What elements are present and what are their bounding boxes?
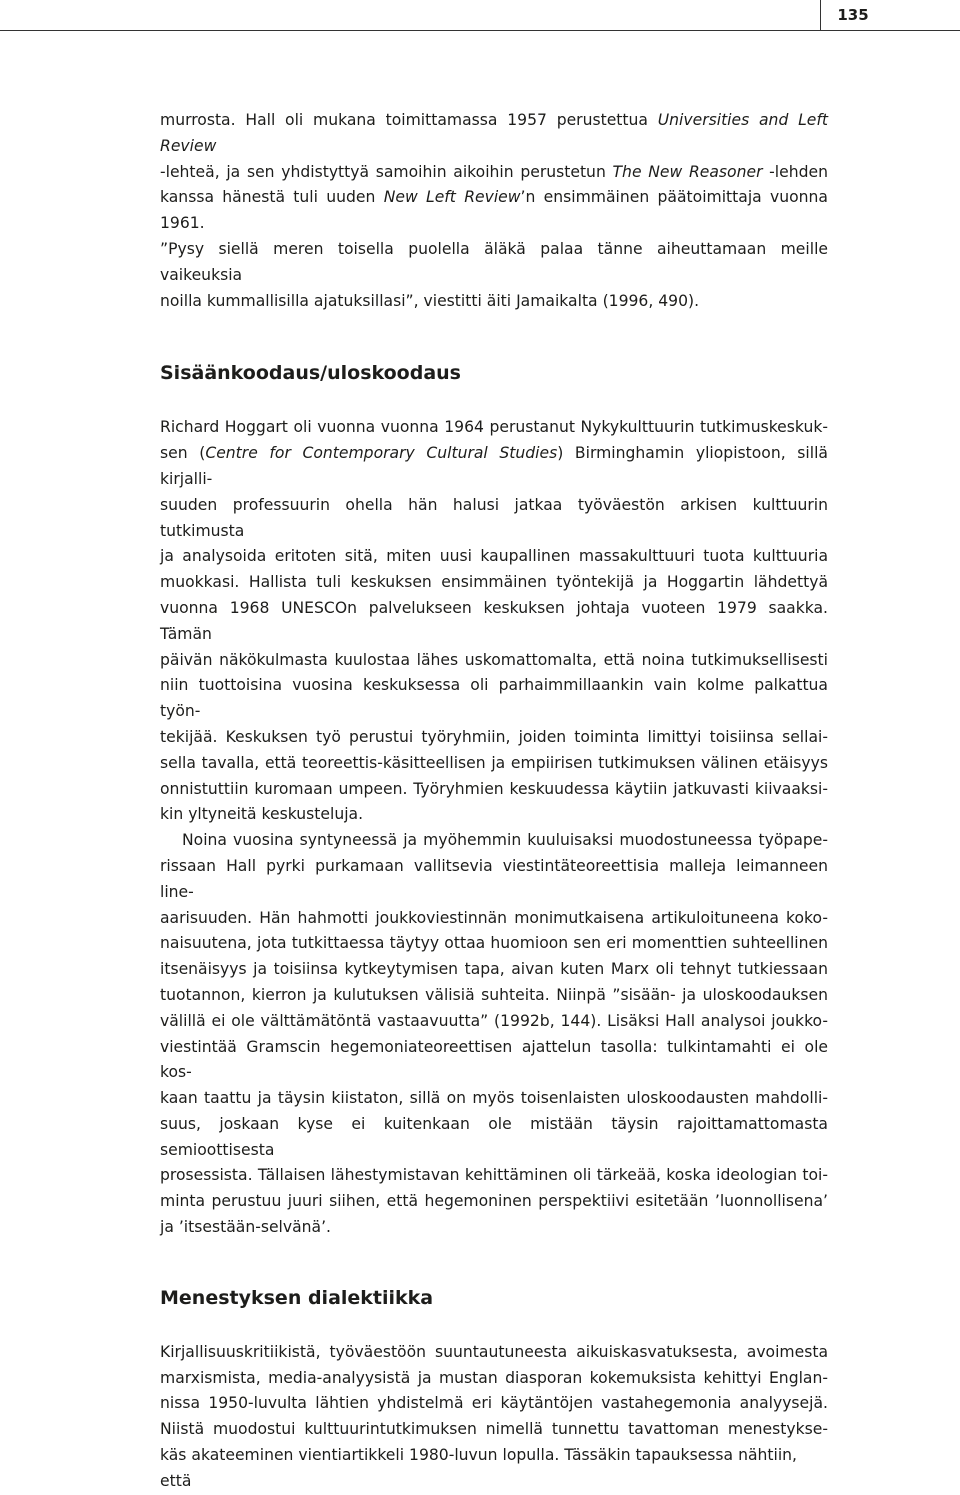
- italic-title: The New Reasoner: [612, 162, 763, 181]
- text-line: [160, 596, 828, 648]
- text-line: [160, 802, 828, 828]
- text-run: naisuutena, jota tutkittaessa täytyy ottaa huomioon sen eri momenttien suhteellinen: [160, 934, 828, 953]
- text-line: [160, 493, 828, 545]
- text-line: [160, 828, 828, 854]
- text-run: viestintää Gramscin hegemoniateoreettisen ajattelun tasolla: tulkintamahti ei ole kos-: [160, 1037, 828, 1082]
- text-line: [160, 1215, 828, 1241]
- text-line: [160, 673, 828, 725]
- text-run: käs akateeminen vientiartikkeli 1980-luvun lopulla. Tässäkin tapauksessa nähtiin, että: [160, 1446, 798, 1490]
- text-run: kanssa hänestä tuli uuden: [160, 188, 384, 207]
- text-run: Niistä muodostui kulttuurintutkimuksen nimellä tunnettu tavattoman menestykse-: [160, 1420, 828, 1439]
- text-run: sen (: [160, 444, 206, 463]
- text-line: [160, 1163, 828, 1189]
- text-line: [160, 289, 828, 315]
- text-line: [160, 1417, 828, 1443]
- text-run: minta perustuu juuri siihen, että hegemoninen perspektiivi esitetään ’luonnollisena’: [160, 1192, 828, 1211]
- text-run: tuotannon, kierron ja kulutuksen välisiä suhteita. Niinpä ”sisään- ja uloskoodauksen: [160, 985, 828, 1004]
- text-line: [160, 1035, 828, 1087]
- text-run: -lehden: [762, 162, 828, 181]
- text-line: [160, 1366, 828, 1392]
- text-run: Noina vuosina syntyneessä ja myöhemmin kuuluisaksi muodostuneessa työpape-: [182, 831, 828, 850]
- section1-paragraph-2: [160, 828, 828, 1241]
- text-line: [160, 1391, 828, 1417]
- italic-title: Universities and Left Review: [160, 111, 828, 155]
- section2-paragraph-1: [160, 1340, 828, 1495]
- text-run: niin tuottoisina vuosina keskuksessa oli parhaimmillaankin vain kolme palkattua työn-: [160, 676, 828, 721]
- text-run: ja ’itsestään-selvänä’.: [160, 1218, 332, 1237]
- section-heading-encoding: Sisäänkoodaus/uloskoodaus: [160, 362, 461, 385]
- text-line: [160, 983, 828, 1009]
- text-line: [160, 854, 828, 906]
- header-rule: [0, 30, 960, 31]
- text-line: [160, 544, 828, 570]
- text-run: suuden professuurin ohella hän halusi jatkaa työväestön arkisen kulttuurin tutkimusta: [160, 495, 828, 540]
- text-line: [160, 108, 828, 160]
- text-line: [160, 415, 828, 441]
- text-line: [160, 751, 828, 777]
- text-line: [160, 185, 828, 237]
- text-run: Kirjallisuuskritiikistä, työväestöön suuntautuneesta aikuiskasvatuksesta, avoimesta: [160, 1342, 828, 1361]
- italic-title: New Left Review: [383, 188, 521, 207]
- text-line: [160, 1009, 828, 1035]
- text-run: välillä ei ole välttämätöntä vastaavuutta” (1992b, 144). Lisäksi Hall analysoi joukko-: [160, 1011, 828, 1030]
- page-number: 135: [837, 6, 869, 24]
- section1-paragraph-1: [160, 415, 828, 828]
- text-run: noilla kummallisilla ajatuksillasi”, viestitti äiti Jamaikalta (1996, 490).: [160, 291, 700, 310]
- text-run: nissa 1950-luvulta lähtien yhdistelmä eri käytäntöjen vastahegemonia analyysejä.: [160, 1394, 828, 1413]
- text-run: aarisuuden. Hän hahmotti joukkoviestinnän monimutkaisena artikuloituneena koko-: [160, 908, 828, 927]
- text-run: suus, joskaan kyse ei kuitenkaan ole mistään täysin rajoittamattomasta semioottisesta: [160, 1114, 828, 1159]
- text-line: [160, 648, 828, 674]
- text-line: [160, 957, 828, 983]
- section-heading-dialectics: Menestyksen dialektiikka: [160, 1286, 434, 1309]
- text-run: ”Pysy siellä meren toisella puolella äläkä palaa tänne aiheuttamaan meille vaikeuksia: [160, 239, 828, 284]
- text-run: prosessista. Tällaisen lähestymistavan kehittäminen oli tärkeää, koska ideologian toi-: [160, 1166, 828, 1185]
- text-line: [160, 570, 828, 596]
- italic-title: Centre for Contemporary Cultural Studies: [205, 444, 558, 463]
- page-header: [0, 0, 960, 26]
- text-run: päivän näkökulmasta kuulostaa lähes uskomattomalta, että noina tutkimuksellisesti: [160, 650, 828, 669]
- page-body: [160, 108, 828, 1495]
- text-run: -lehteä, ja sen yhdistyttyä samoihin aikoihin perustetun: [160, 162, 613, 181]
- text-line: [160, 1340, 828, 1366]
- text-run: tekijää. Keskuksen työ perustui työryhmiin, joiden toiminta limittyi toisiinsa sellai-: [160, 727, 828, 746]
- text-run: ja analysoida eritoten sitä, miten uusi kaupallinen massakulttuuri tuota kulttuuria: [160, 547, 828, 566]
- text-line: [160, 237, 828, 289]
- text-line: [160, 1112, 828, 1164]
- text-line: [160, 1086, 828, 1112]
- text-run: rissaan Hall pyrki purkamaan vallitsevia viestintäteoreettisia malleja leimanneen line-: [160, 856, 828, 901]
- text-line: [160, 906, 828, 932]
- intro-paragraph: [160, 108, 828, 314]
- text-line: [160, 441, 828, 493]
- text-line: [160, 160, 828, 186]
- text-run: murrosta. Hall oli mukana toimittamassa 1957 perustettua: [160, 111, 658, 129]
- text-run: ’n ensimmäinen päätoimittaja vuonna 1961.: [160, 188, 828, 233]
- text-run: kin yltyneitä keskusteluja.: [160, 805, 364, 824]
- text-line: [160, 777, 828, 803]
- text-line: [160, 931, 828, 957]
- text-line: [160, 725, 828, 751]
- text-run: onnistuttiin kuromaan umpeen. Työryhmien keskuudessa käytiin jatkuvasti kiivaaksi-: [160, 779, 828, 798]
- text-run: ) Birminghamin yliopistoon, sillä kirjalli-: [160, 444, 828, 488]
- text-run: marxismista, media-analyysistä ja mustan diasporan kokemuksista kehittyi Englan-: [160, 1368, 828, 1387]
- text-run: muokkasi. Hallista tuli keskuksen ensimmäinen työntekijä ja Hoggartin lähdettyä: [160, 573, 828, 592]
- text-run: itsenäisyys ja toisiinsa kytkeytymisen tapa, aivan kuten Marx oli tehnyt tutkiessaan: [160, 960, 828, 979]
- text-run: kaan taattu ja täysin kiistaton, sillä on myös toisenlaisten uloskoodausten mahdolli-: [160, 1089, 828, 1108]
- text-line: [160, 1189, 828, 1215]
- text-run: Richard Hoggart oli vuonna vuonna 1964 perustanut Nykykulttuurin tutkimuskeskuk-: [160, 418, 828, 437]
- text-run: sella tavalla, että teoreettis-käsitteellisen ja empiirisen tutkimuksen välinen etäisyys: [160, 753, 828, 772]
- text-line: [160, 1443, 828, 1495]
- text-run: vuonna 1968 UNESCOn palvelukseen keskuksen johtaja vuoteen 1979 saakka. Tämän: [160, 598, 828, 643]
